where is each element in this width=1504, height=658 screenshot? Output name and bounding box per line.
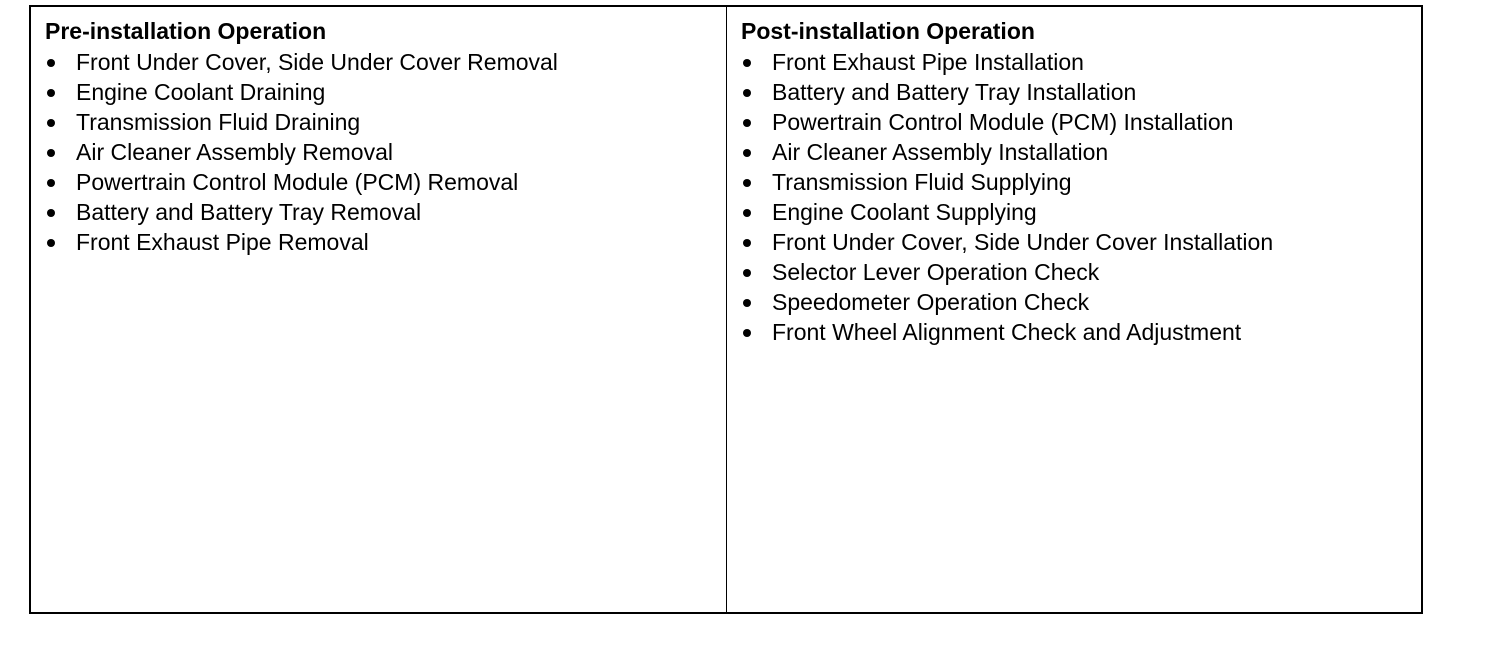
list-item xyxy=(741,257,1421,287)
bullet-icon xyxy=(47,239,55,247)
list-item xyxy=(741,47,1421,77)
list-item xyxy=(741,287,1421,317)
list-item-label: Speedometer Operation Check xyxy=(772,289,1090,315)
pre-installation-list xyxy=(45,47,726,257)
bullet-icon xyxy=(743,179,751,187)
bullet-icon xyxy=(743,119,751,127)
bullet-icon xyxy=(743,239,751,247)
list-item-label: Powertrain Control Module (PCM) Installation xyxy=(772,109,1234,135)
list-item-label: Front Exhaust Pipe Removal xyxy=(76,229,369,255)
list-item-label: Air Cleaner Assembly Removal xyxy=(76,139,394,165)
list-item xyxy=(741,137,1421,167)
list-item xyxy=(741,197,1421,227)
pre-installation-title: Pre-installation Operation xyxy=(45,18,327,44)
list-item-label: Front Under Cover, Side Under Cover Installation xyxy=(772,229,1274,255)
list-item-label: Air Cleaner Assembly Installation xyxy=(772,139,1109,165)
list-item xyxy=(741,227,1421,257)
bullet-icon xyxy=(47,89,55,97)
list-item-label: Battery and Battery Tray Removal xyxy=(76,199,422,225)
post-installation-list xyxy=(741,47,1421,347)
list-item-label: Transmission Fluid Draining xyxy=(76,109,361,135)
post-installation-title: Post-installation Operation xyxy=(741,18,1035,44)
operations-table xyxy=(29,5,1423,614)
bullet-icon xyxy=(743,269,751,277)
list-item xyxy=(45,107,726,137)
list-item xyxy=(45,137,726,167)
bullet-icon xyxy=(743,149,751,157)
post-installation-column xyxy=(727,7,1421,612)
list-item-label: Transmission Fluid Supplying xyxy=(772,169,1072,195)
list-item-label: Front Wheel Alignment Check and Adjustment xyxy=(772,319,1242,345)
bullet-icon xyxy=(47,209,55,217)
bullet-icon xyxy=(47,59,55,67)
pre-installation-column xyxy=(31,7,727,612)
list-item-label: Selector Lever Operation Check xyxy=(772,259,1100,285)
bullet-icon xyxy=(47,179,55,187)
bullet-icon xyxy=(47,149,55,157)
list-item xyxy=(45,47,726,77)
list-item-label: Battery and Battery Tray Installation xyxy=(772,79,1137,105)
list-item-label: Front Under Cover, Side Under Cover Removal xyxy=(76,49,558,75)
list-item xyxy=(45,197,726,227)
list-item-label: Front Exhaust Pipe Installation xyxy=(772,49,1084,75)
list-item xyxy=(45,227,726,257)
bullet-icon xyxy=(743,59,751,67)
list-item xyxy=(741,77,1421,107)
list-item xyxy=(741,107,1421,137)
list-item xyxy=(741,317,1421,347)
bullet-icon xyxy=(743,89,751,97)
bullet-icon xyxy=(743,209,751,217)
list-item-label: Engine Coolant Supplying xyxy=(772,199,1037,225)
list-item-label: Powertrain Control Module (PCM) Removal xyxy=(76,169,519,195)
list-item xyxy=(45,167,726,197)
list-item xyxy=(741,167,1421,197)
bullet-icon xyxy=(47,119,55,127)
bullet-icon xyxy=(743,299,751,307)
list-item xyxy=(45,77,726,107)
bullet-icon xyxy=(743,329,751,337)
list-item-label: Engine Coolant Draining xyxy=(76,79,326,105)
